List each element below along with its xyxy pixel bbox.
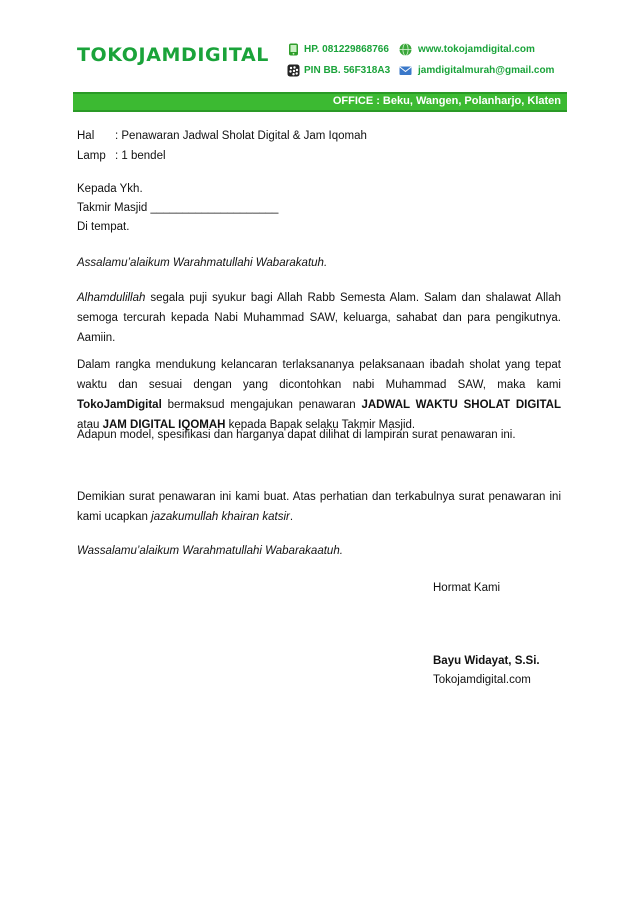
blackberry-icon [287,64,300,77]
website-contact [399,43,535,56]
office-bar [73,92,567,112]
subject-label: Hal [77,130,95,142]
p1-italic: Alhamdulillah [77,292,146,304]
paragraph-4 [77,487,561,527]
p2-part-b: bermaksud mengajukan penawaran [161,399,362,411]
attachment-line [77,148,166,164]
p2-part-d: kepada Bapak selaku Takmir Masjid. [225,419,416,431]
p2-product-2: JAM DIGITAL IQOMAH [102,419,226,431]
office-address: OFFICE : Beku, Wangen, Polanharjo, Klaten [332,95,561,107]
subject-line [77,128,367,144]
signer-name: Bayu Widayat, S.Si. [433,655,540,667]
closing-greeting [77,543,343,559]
p2-company: TokoJamDigital [77,399,162,411]
p2-part-c: atau [77,419,103,431]
subject-value: : Penawaran Jadwal Sholat Digital & Jam Iqomah [115,130,367,142]
company-logo: TOKOJAMDIGITAL [77,44,270,66]
p4-text: Demikian surat penawaran ini kami buat. Atas perhatian dan terkabulnya surat penawaran ini kami ucapkan [77,491,561,523]
mail-icon [399,64,412,77]
email-address[interactable]: jamdigitalmurah@gmail.com [418,65,555,76]
recipient-line-1: Kepada Ykh. [77,183,143,195]
closing-text: Wassalamu’alaikum Warahmatullahi Wabarakaatuh. [77,545,343,557]
paragraph-2 [77,355,561,435]
website-url[interactable]: www.tokojamdigital.com [418,44,535,55]
opening-greeting [77,255,327,271]
recipient-line-3: Di tempat. [77,221,130,233]
p4-end: . [289,511,294,523]
phone-icon [287,43,300,56]
regards: Hormat Kami [433,582,501,594]
greeting-text: Assalamu’alaikum Warahmatullahi Wabarakatuh. [77,257,328,269]
p2-part-a: Dalam rangka mendukung kelancaran terlaksananya pelaksanaan ibadah sholat yang tepat waktu dan sesuai dengan yang dicontohkan nabi Muhammad SAW, maka kami [77,359,561,391]
bb-pin: PIN BB. 56F318A3 [304,65,391,76]
p1-text: segala puji syukur bagi Allah Rabb Semesta Alam. Salam dan shalawat Allah semoga tercurah kepada Nabi Muhammad SAW, keluarga, sahabat dan para pengikutnya. Aamiin. [77,292,561,344]
recipient-line-2: Takmir Masjid ____________________ [77,202,279,214]
phone-number: HP. 081229868766 [304,44,389,55]
attachment-value: : 1 bendel [115,150,166,162]
signer-company: Tokojamdigital.com [433,674,531,686]
p2-product-1: JADWAL WAKTU SHOLAT DIGITAL [361,399,561,411]
attachment-label: Lamp [77,150,106,162]
paragraph-3: Adapun model, spesifikasi dan harganya dapat dilihat di lampiran surat penawaran ini. [77,429,516,441]
paragraph-1 [77,288,561,348]
globe-icon [399,43,412,56]
p4-italic: jazakumullah khairan katsir [151,511,290,523]
email-contact [399,64,554,77]
phone-contact [287,43,389,56]
pin-contact [287,64,390,77]
